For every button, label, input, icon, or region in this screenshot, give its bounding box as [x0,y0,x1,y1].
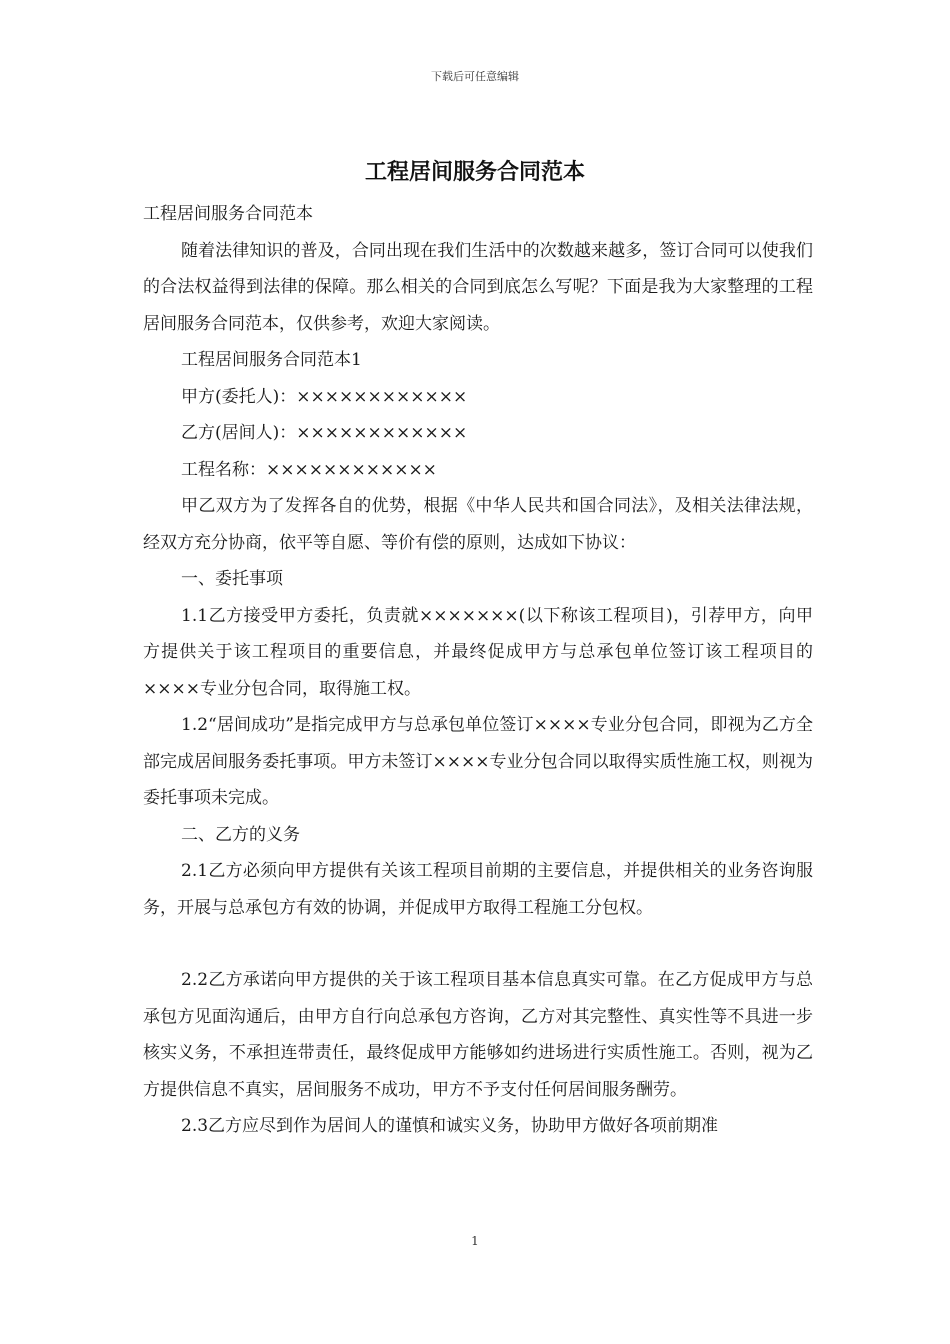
paragraph: 甲方(委托人)：×××××××××××× [181,386,468,407]
paragraph: 1.1乙方接受甲方委托，负责就×××××××(以下称该工程项目)，引荐甲方，向甲方提供关于该工程项目的重要信息，并最终促成甲方与总承包单位签订该工程项目的××××专业分包合同，取得施工权。 [143,605,813,699]
paragraph: 甲乙双方为了发挥各自的优势，根据《中华人民共和国合同法》，及相关法律法规，经双方充分协商，依平等自愿、等价有偿的原则，达成如下协议： [143,496,813,553]
paragraph: 2.3乙方应尽到作为居间人的谨慎和诚实义务，协助甲方做好各项前期准 [181,1116,719,1136]
page-number: 1 [471,1234,479,1248]
document-title: 工程居间服务合同范本 [364,159,585,185]
paragraph: 1.2“居间成功”是指完成甲方与总承包单位签订××××专业分包合同，即视为乙方全部完成居间服务委托事项。甲方未签订××××专业分包合同以取得实质性施工权，则视为委托事项未完成。 [143,715,813,808]
paragraph: 随着法律知识的普及，合同出现在我们生活中的次数越来越多，签订合同可以使我们的合法权益得到法律的保障。那么相关的合同到底怎么写呢？下面是我为大家整理的工程居间服务合同范本，仅供参考，欢迎大家阅读。 [143,240,813,334]
paragraph: 工程居间服务合同范本 [143,204,313,224]
paragraph: 2.2乙方承诺向甲方提供的关于该工程项目基本信息真实可靠。在乙方促成甲方与总承包方见面沟通后，由甲方自行向总承包方咨询，乙方对其完整性、真实性等不具进一步核实义务，不承担连带责任，最终促成甲方能够如约进场进行实质性施工。否则，视为乙方提供信息不真实，居间服务不成功，甲方不予支付任何居间服务酬劳。 [143,970,813,1100]
paragraph: 工程名称：×××××××××××× [181,459,437,480]
section-heading: 二、乙方的义务 [181,824,300,845]
header-note: 下载后可任意编辑 [431,70,519,83]
document-body [143,196,813,1145]
paragraph: 工程居间服务合同范本1 [181,350,362,370]
paragraph: 2.1乙方必须向甲方提供有关该工程项目前期的主要信息，并提供相关的业务咨询服务，开展与总承包方有效的协调，并促成甲方取得工程施工分包权。 [143,861,813,918]
section-heading: 一、委托事项 [181,569,283,589]
paragraph: 乙方(居间人)：×××××××××××× [181,423,468,443]
